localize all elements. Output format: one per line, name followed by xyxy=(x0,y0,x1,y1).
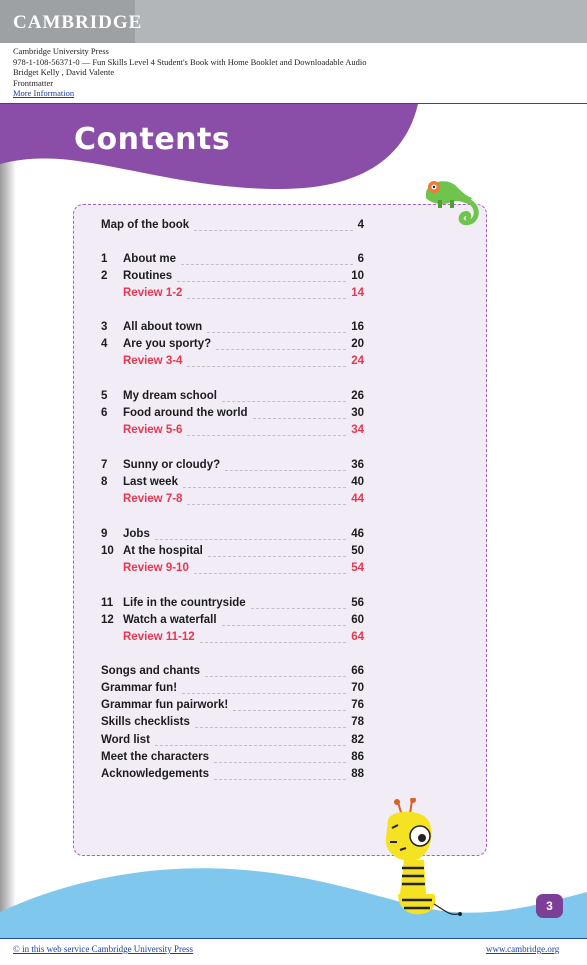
bottom-wave xyxy=(0,854,587,938)
toc-page-number: 66 xyxy=(351,665,364,677)
page-number-badge: 3 xyxy=(536,894,563,918)
toc-leader-dots xyxy=(177,280,346,282)
toc-page-number: 46 xyxy=(351,528,364,540)
cambridge-logo: CAMBRIDGE xyxy=(13,12,143,33)
toc-label: Life in the countryside xyxy=(123,597,246,609)
title-banner xyxy=(0,104,587,214)
toc-page-number: 60 xyxy=(351,614,364,626)
toc-page-number: 86 xyxy=(351,751,364,763)
toc-review-entry xyxy=(101,355,364,370)
toc-unit-number: 12 xyxy=(101,614,114,626)
toc-leader-dots xyxy=(222,400,346,402)
toc-leader-dots xyxy=(216,348,346,350)
toc-review-entry xyxy=(101,424,364,439)
toc-page-number: 4 xyxy=(357,219,364,231)
toc-review-entry xyxy=(101,631,364,646)
toc-page-number: 6 xyxy=(357,253,364,265)
toc-leader-dots xyxy=(208,555,346,557)
contents-box xyxy=(73,204,487,856)
toc-leader-dots xyxy=(207,331,346,333)
toc-page-number: 88 xyxy=(351,768,364,780)
toc-leader-dots xyxy=(187,503,346,505)
toc-entry xyxy=(101,459,364,474)
toc-leader-dots xyxy=(225,469,346,471)
book-title-line: 978-1-108-56371-0 — Fun Skills Level 4 Student's Book with Home Booklet and Downloadable Audio xyxy=(13,56,367,67)
toc-unit-number: 9 xyxy=(101,528,108,540)
toc-page-number: 70 xyxy=(351,682,364,694)
toc-leader-dots xyxy=(205,675,346,677)
toc-label: Map of the book xyxy=(101,219,190,231)
publisher-name: Cambridge University Press xyxy=(13,46,109,56)
toc-page-number: 56 xyxy=(351,597,364,609)
toc-page-number: 78 xyxy=(351,716,364,728)
toc-label: Review 1-2 xyxy=(123,287,183,299)
toc-label: Review 9-10 xyxy=(123,562,189,574)
toc-unit-number: 11 xyxy=(101,597,114,609)
page-title: Contents xyxy=(74,122,231,157)
copyright-link[interactable]: © in this web service Cambridge University Press xyxy=(13,944,194,954)
chameleon-illustration xyxy=(418,174,484,232)
toc-leader-dots xyxy=(251,607,347,609)
toc-unit-number: 8 xyxy=(101,476,108,488)
toc-entry xyxy=(101,734,364,749)
toc-unit-number: 6 xyxy=(101,407,108,419)
toc-leader-dots xyxy=(155,744,346,746)
toc-page-number: 76 xyxy=(351,699,364,711)
toc-leader-dots xyxy=(195,726,346,728)
toc-page-number: 26 xyxy=(351,390,364,402)
toc-review-entry xyxy=(101,493,364,508)
toc-entry xyxy=(101,407,364,422)
toc-page-number: 64 xyxy=(351,631,364,643)
toc-label: About me xyxy=(123,253,177,265)
toc-label: Word list xyxy=(101,734,150,746)
toc-unit-number: 5 xyxy=(101,390,108,402)
toc-page-number: 24 xyxy=(351,355,364,367)
toc-entry xyxy=(101,476,364,491)
toc-page-number: 10 xyxy=(351,270,364,282)
toc-label: Routines xyxy=(123,270,173,282)
toc-page-number: 20 xyxy=(351,338,364,350)
toc-label: Review 5-6 xyxy=(123,424,183,436)
toc-entry xyxy=(101,321,364,336)
toc-label: Are you sporty? xyxy=(123,338,212,350)
toc-leader-dots xyxy=(253,417,347,419)
toc-page-number: 82 xyxy=(351,734,364,746)
toc-page-number: 36 xyxy=(351,459,364,471)
toc-unit-number: 7 xyxy=(101,459,108,471)
toc-label: Sunny or cloudy? xyxy=(123,459,221,471)
toc-label: Review 7-8 xyxy=(123,493,183,505)
toc-entry xyxy=(101,768,364,783)
website-link[interactable]: www.cambridge.org xyxy=(486,944,560,954)
toc-label: At the hospital xyxy=(123,545,203,557)
toc-label: Grammar fun pairwork! xyxy=(101,699,229,711)
toc-page-number: 50 xyxy=(351,545,364,557)
toc-entry xyxy=(101,699,364,714)
toc-page-number: 40 xyxy=(351,476,364,488)
section-name: Frontmatter xyxy=(13,77,54,88)
brand-box xyxy=(0,0,143,43)
toc-unit-number: 4 xyxy=(101,338,108,350)
toc-entry xyxy=(101,270,364,285)
toc-label: Watch a waterfall xyxy=(123,614,217,626)
toc-label: Jobs xyxy=(123,528,150,540)
publisher-header xyxy=(0,0,587,43)
toc-label: Last week xyxy=(123,476,178,488)
footer-divider xyxy=(0,938,587,939)
toc-label: Acknowledgements xyxy=(101,768,209,780)
toc-unit-number: 3 xyxy=(101,321,108,333)
authors: Bridget Kelly , David Valente xyxy=(13,67,115,77)
toc-label: Skills checklists xyxy=(101,716,190,728)
toc-page-number: 16 xyxy=(351,321,364,333)
toc-unit-number: 10 xyxy=(101,545,114,557)
toc-entry xyxy=(101,614,364,629)
toc-page-number: 54 xyxy=(351,562,364,574)
toc-page-number: 14 xyxy=(351,287,364,299)
toc-label: Meet the characters xyxy=(101,751,210,763)
toc-entry xyxy=(101,716,364,731)
toc-label: Grammar fun! xyxy=(101,682,178,694)
toc-leader-dots xyxy=(182,692,346,694)
toc-leader-dots xyxy=(214,778,346,780)
toc-leader-dots xyxy=(194,572,346,574)
toc-label: All about town xyxy=(123,321,203,333)
toc-entry xyxy=(101,597,364,612)
giraffe-illustration xyxy=(378,798,468,932)
toc-page-number: 30 xyxy=(351,407,364,419)
book-page xyxy=(0,104,587,938)
toc-leader-dots xyxy=(214,761,346,763)
toc-unit-number: 1 xyxy=(101,253,108,265)
toc-label: Food around the world xyxy=(123,407,248,419)
toc-leader-dots xyxy=(233,709,346,711)
toc-label: Review 11-12 xyxy=(123,631,195,643)
toc-leader-dots xyxy=(187,297,346,299)
toc-entry xyxy=(101,665,364,680)
toc-leader-dots xyxy=(200,641,347,643)
toc-entry xyxy=(101,390,364,405)
toc-leader-dots xyxy=(155,538,346,540)
toc-leader-dots xyxy=(181,263,353,265)
toc-entry xyxy=(101,338,364,353)
toc-review-entry xyxy=(101,287,364,302)
toc-leader-dots xyxy=(187,365,346,367)
toc-label: My dream school xyxy=(123,390,217,402)
toc-leader-dots xyxy=(222,624,347,626)
more-information-link[interactable]: More Information xyxy=(13,88,75,98)
toc-entry xyxy=(101,545,364,560)
toc-leader-dots xyxy=(183,486,346,488)
toc-leader-dots xyxy=(187,434,346,436)
page-spine-shadow xyxy=(0,104,16,938)
toc-page-number: 44 xyxy=(351,493,364,505)
toc-entry xyxy=(101,528,364,543)
toc-leader-dots xyxy=(194,229,352,231)
toc-label: Songs and chants xyxy=(101,665,201,677)
book-metadata xyxy=(13,46,367,99)
toc-review-entry xyxy=(101,562,364,577)
toc-unit-number: 2 xyxy=(101,270,108,282)
toc-page-number: 34 xyxy=(351,424,364,436)
toc-entry xyxy=(101,751,364,766)
toc-entry xyxy=(101,253,364,268)
toc-label: Review 3-4 xyxy=(123,355,183,367)
toc-entry xyxy=(101,682,364,697)
toc-entry xyxy=(101,219,364,234)
